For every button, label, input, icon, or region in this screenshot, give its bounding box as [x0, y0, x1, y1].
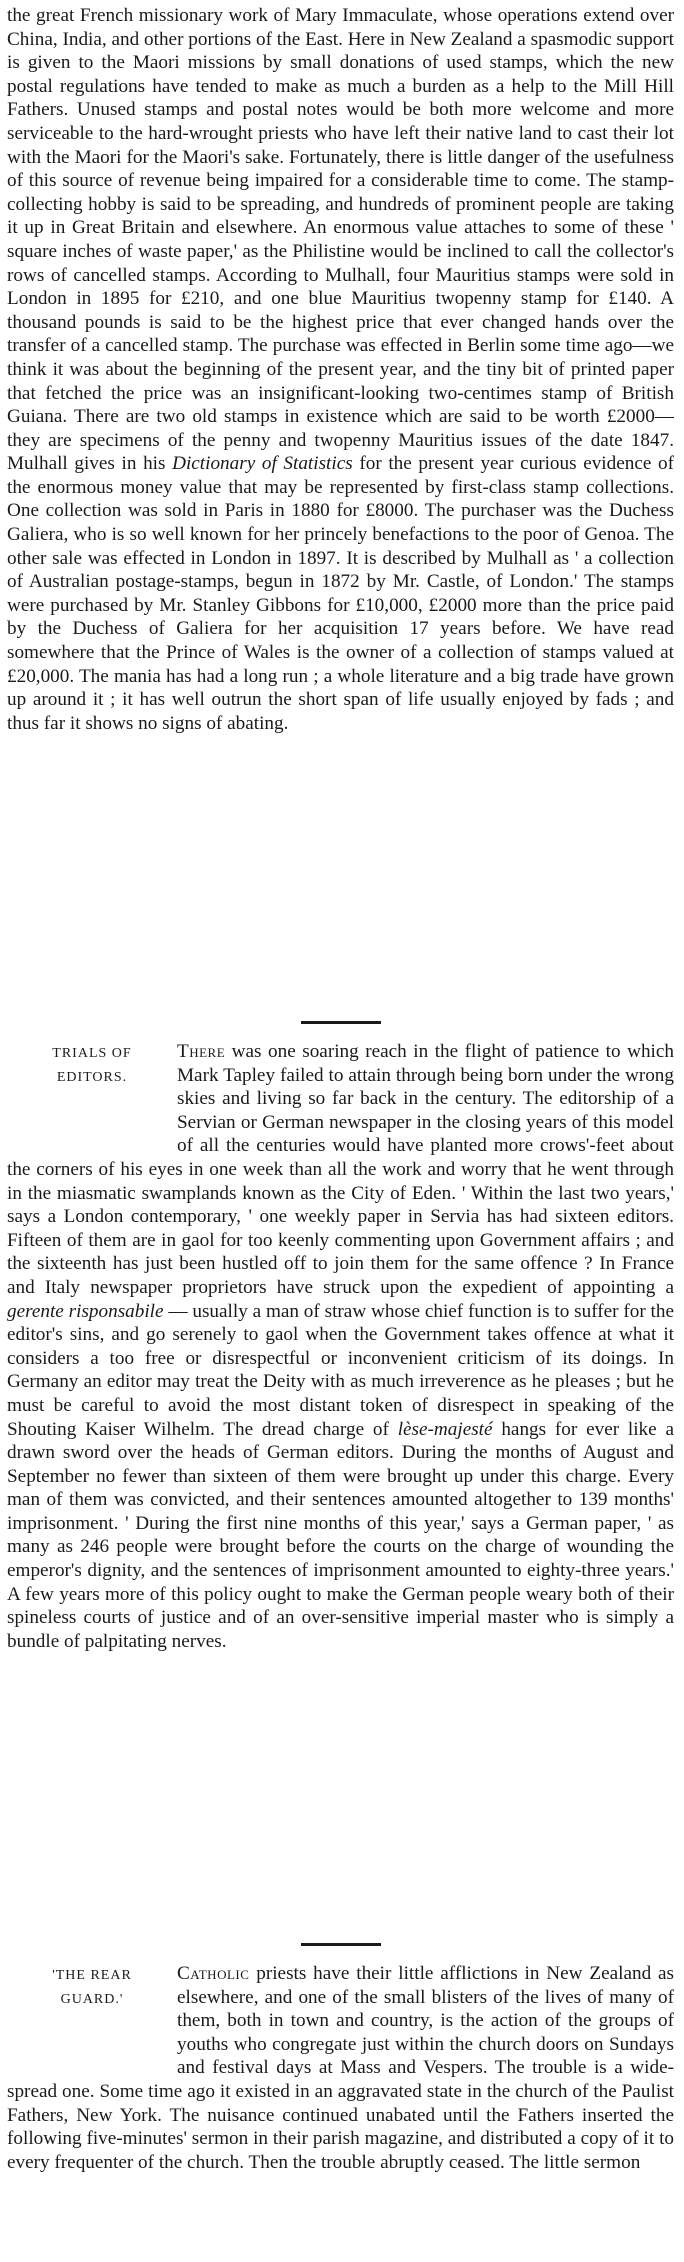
section-divider: [301, 1943, 381, 1946]
trials-of-editors-section: [7, 1040, 674, 1927]
paragraph-text: was one soaring reach in the flight of patience to which Mark Tapley failed to attain through being born under the wrong skies and living so far back in the century. The editorship of a Servian or German newspaper in the closing years of this model of all the centuries would have planted more crows'-feet about the corners of his eyes in one week than all the work and worry that he went through in the miasmatic swamplands known as the City of Eden. ' Within the last two years,' says a London contemporary, ' one weekly paper in Servia has had sixteen editors. Fifteen of them are in gaol for too keenly commenting upon Government affairs ; and the sixteenth has just been hustled off to join them for the same offence ? In France and Italy newspaper proprietors have struck upon the expedient of appointing a: [7, 1041, 674, 1298]
side-heading-line: TRIALS OF: [52, 1046, 132, 1061]
side-heading-line: EDITORS.: [56, 1069, 128, 1085]
paragraph-text: for the present year curious evidence of the enormous money value that may be represented by first-class stamp collections. One collection was sold in Paris in 1880 for £8000. The purchaser was the Duchess Galiera, who is so well known for her princely benefactions to the poor of Genoa. The other sale was effected in London in 1897. It is described by Mulhall as ' a collection of Australian postage-stamps, begun in 1872 by Mr. Castle, of London.' The stamps were purchased by Mr. Stanley Gibbons for £10,000, £2000 more than the price paid by the Duchess of Galiera for her acquisition 17 years before. We have read somewhere that the Prince of Wales is the owner of a collection of stamps valued at £20,000. The mania has had a long run ; a whole literature and a big trade have grown up around it ; it has well outrun the short span of life usually enjoyed by fads ; and thus far it shows no signs of abating.: [7, 453, 674, 734]
lead-word: There: [177, 1041, 226, 1062]
paragraph-text: hangs for ever like a drawn sword over the heads of German editors. During the months of August and September no fewer than sixteen of them were brought up under this charge. Every man of them was convicted, and their sentences amounted altogether to 139 months' imprisonment. ' During the first nine months of this year,' says a German paper, ' as many as 246 people were brought before the courts on the charge of wounding the emperor's dignity, and the sentences of imprisonment amounted to eighty-three years.' A few years more of this policy ought to make the German people weary both of their spineless courts of justice and of an over-sensitive imperial master who is simply a bundle of palpitating nerves.: [7, 1418, 674, 1652]
lead-word: Catholic: [177, 1963, 250, 1984]
side-heading-line: GUARD.': [60, 1991, 124, 2007]
side-heading: [7, 1040, 177, 1136]
rear-guard-section: [7, 1962, 674, 2262]
side-heading-line: 'THE REAR: [52, 1968, 132, 1983]
stamp-collecting-paragraph: [7, 4, 674, 1005]
italic-term: gerente risponsabile: [7, 1300, 164, 1322]
book-title: Dictionary of Statistics: [172, 453, 353, 475]
side-heading: [7, 1962, 177, 2058]
paragraph-text: priests have their little afflictions in New Zealand as elsewhere, and one of the small blisters of the lives of many of them, both in town and country, is the action of the groups of youths who congregate just within the church doors on Sundays and festival days at Mass and Vespers. The trouble is a wide-spread one. Some time ago it existed in an aggravated state in the church of the Paulist Fathers, New York. The nuisance continued unabated until the Fathers inserted the following five-minutes' sermon in their parish magazine, and distributed a copy of it to every frequenter of the church. Then the trouble abruptly ceased. The little sermon: [7, 1963, 674, 2173]
paragraph-text: — usually a man of straw whose chief function is to suffer for the editor's sins, and go serenely to gaol when the Government takes offence at what it considers a too free or disrespectful or inconvenient criticism of its doings. In Germany an editor may treat the Deity with as much irreverence as he pleases ; but he must be careful to avoid the most distant token of disrespect in speaking of the Shouting Kaiser Wilhelm. The dread charge of: [7, 1300, 674, 1440]
paragraph-text: the great French missionary work of Mary Immaculate, whose operations extend over China, India, and other portions of the East. Here in New Zealand a spasmodic support is given to the Maori missions by small donations of used stamps, which the new postal regulations have tended to make as much a burden as a help to the Mill Hill Fathers. Unused stamps and postal notes would be both more welcome and more serviceable to the hard-wrought priests who have left their native land to cast their lot with the Maori for the Maori's sake. Fortunately, there is little danger of the usefulness of this source of revenue being impaired for a considerable time to come. The stamp-collecting hobby is said to be spreading, and hundreds of prominent people are taking it up in Great Britain and elsewhere. An enormous value attaches to some of these ' square inches of waste paper,' as the Philistine would be inclined to call the collector's rows of cancelled stamps. According to Mulhall, four Mauritius stamps were sold in London in 1895 for £210, and one blue Mauritius twopenny stamp for £140. A thousand pounds is said to be the highest price that ever changed hands over the transfer of a cancelled stamp. The purchase was effected in Berlin some time ago—we think it was about the beginning of the present year, and the tiny bit of printed paper that fetched the price was an insignificant-looking two-centimes stamp of British Guiana. There are two old stamps in existence which are said to be worth £2000—they are specimens of the penny and twopenny Mauritius issues of the date 1847. Mulhall gives in his: [7, 5, 674, 475]
section-divider: [301, 1021, 381, 1024]
italic-term: lèse-majesté: [397, 1418, 493, 1440]
